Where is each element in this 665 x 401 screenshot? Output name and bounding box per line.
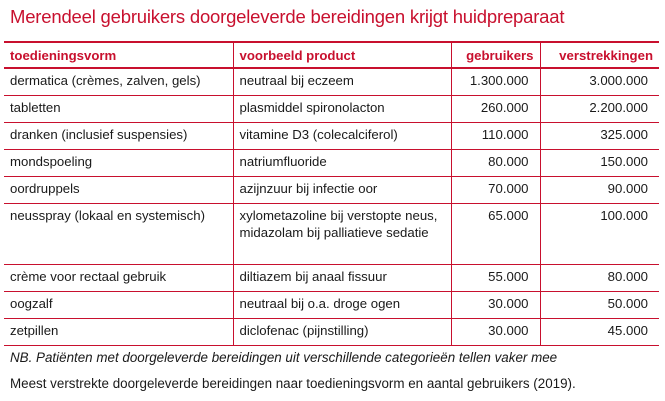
cell-verstrekkingen: 150.000	[540, 150, 659, 177]
cell-toedieningsvorm: tabletten	[4, 96, 233, 123]
cell-toedieningsvorm: crème voor rectaal gebruik	[4, 265, 233, 292]
cell-toedieningsvorm: mondspoeling	[4, 150, 233, 177]
cell-verstrekkingen: 90.000	[540, 177, 659, 204]
data-table	[4, 41, 659, 346]
cell-verstrekkingen: 45.000	[540, 319, 659, 346]
cell-voorbeeld-product: plasmiddel spironolacton	[233, 96, 451, 123]
cell-toedieningsvorm: dermatica (crèmes, zalven, gels)	[4, 68, 233, 96]
cell-voorbeeld-product: diclofenac (pijnstilling)	[233, 319, 451, 346]
cell-verstrekkingen: 2.200.000	[540, 96, 659, 123]
table-row	[4, 204, 659, 265]
table-row	[4, 265, 659, 292]
cell-voorbeeld-product: vitamine D3 (colecalciferol)	[233, 123, 451, 150]
cell-voorbeeld-product: diltiazem bij anaal fissuur	[233, 265, 451, 292]
cell-voorbeeld-product: neutraal bij o.a. droge ogen	[233, 292, 451, 319]
cell-gebruikers: 70.000	[451, 177, 540, 204]
cell-verstrekkingen: 50.000	[540, 292, 659, 319]
column-header-gebruikers: gebruikers	[451, 42, 540, 68]
cell-voorbeeld-product: natriumfluoride	[233, 150, 451, 177]
cell-verstrekkingen: 80.000	[540, 265, 659, 292]
cell-gebruikers: 55.000	[451, 265, 540, 292]
cell-gebruikers: 260.000	[451, 96, 540, 123]
cell-toedieningsvorm: dranken (inclusief suspensies)	[4, 123, 233, 150]
page-title: Merendeel gebruikers doorgeleverde bereidingen krijgt huidpreparaat	[10, 6, 565, 27]
cell-gebruikers: 65.000	[451, 204, 540, 265]
table-row	[4, 319, 659, 346]
cell-gebruikers: 30.000	[451, 319, 540, 346]
table-header-row	[4, 42, 659, 68]
table-row	[4, 177, 659, 204]
cell-verstrekkingen: 3.000.000	[540, 68, 659, 96]
cell-toedieningsvorm: neusspray (lokaal en systemisch)	[4, 204, 233, 265]
cell-gebruikers: 80.000	[451, 150, 540, 177]
column-header-toedieningsvorm: toedieningsvorm	[4, 42, 233, 68]
table-caption: Meest verstrekte doorgeleverde bereidingen naar toedieningsvorm en aantal gebruikers (2019).	[10, 376, 576, 391]
cell-toedieningsvorm: oordruppels	[4, 177, 233, 204]
table-row	[4, 150, 659, 177]
cell-voorbeeld-product: xylometazoline bij verstopte neus, midazolam bij palliatieve sedatie	[233, 204, 451, 265]
cell-voorbeeld-product: azijnzuur bij infectie oor	[233, 177, 451, 204]
cell-voorbeeld-product: neutraal bij eczeem	[233, 68, 451, 96]
cell-verstrekkingen: 100.000	[540, 204, 659, 265]
cell-gebruikers: 30.000	[451, 292, 540, 319]
cell-toedieningsvorm: oogzalf	[4, 292, 233, 319]
cell-toedieningsvorm: zetpillen	[4, 319, 233, 346]
table-row	[4, 123, 659, 150]
cell-verstrekkingen: 325.000	[540, 123, 659, 150]
column-header-voorbeeld-product: voorbeeld product	[233, 42, 451, 68]
cell-gebruikers: 110.000	[451, 123, 540, 150]
table-row	[4, 292, 659, 319]
data-table-container	[4, 41, 659, 346]
footnote: NB. Patiënten met doorgeleverde bereidingen uit verschillende categorieën tellen vaker mee	[10, 350, 558, 365]
table-row	[4, 96, 659, 123]
table-row	[4, 68, 659, 96]
cell-gebruikers: 1.300.000	[451, 68, 540, 96]
column-header-verstrekkingen: verstrekkingen	[540, 42, 659, 68]
